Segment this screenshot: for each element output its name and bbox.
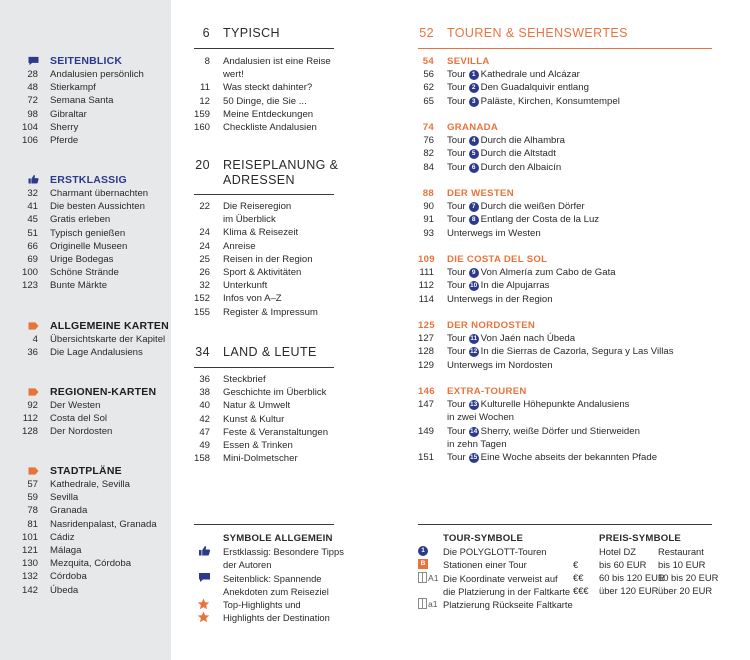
- legend-divider: [418, 524, 712, 525]
- sidebar-entry: [0, 557, 171, 570]
- page-number: 42: [199, 413, 210, 425]
- entry-title: Pferde: [50, 135, 79, 146]
- page-number: 128: [21, 426, 38, 438]
- entry-title: Typisch genießen: [50, 227, 126, 239]
- tour-label: Tour: [447, 346, 466, 358]
- entry-title: Gibraltar: [50, 108, 87, 120]
- entry-title: Mezquita, Córdoba: [50, 558, 132, 570]
- section-heading-reiseplanung: [194, 157, 339, 189]
- entry-title: [447, 134, 565, 147]
- sidebar-entry: [0, 570, 171, 583]
- page-number: 4: [32, 334, 38, 345]
- entry-title: Schöne Strände: [50, 267, 119, 279]
- tour-title: In die Alpujarras: [480, 280, 550, 292]
- tour-title: Durch die Altstadt: [480, 148, 556, 160]
- tour-number-badge-icon: 2: [469, 83, 479, 93]
- entry-title: [447, 147, 556, 160]
- legend-text: Die POLYGLOTT-Touren: [443, 546, 547, 557]
- page-number: 151: [418, 452, 435, 463]
- sidebar-entry: [0, 279, 171, 292]
- legend-divider: [194, 524, 334, 525]
- sidebar-entry: [0, 531, 171, 544]
- page-number: 125: [418, 320, 435, 331]
- entry-title: DIE COSTA DEL SOL: [447, 254, 548, 265]
- tour-number-badge-icon: 12: [470, 348, 478, 356]
- entry-title: Essen & Trinken: [223, 440, 293, 451]
- entry-title: 50 Dinge, die Sie ...: [223, 95, 307, 107]
- sidebar-entry: [0, 425, 171, 438]
- page-number: 91: [423, 214, 434, 226]
- price-rest: über 20 EUR: [658, 585, 713, 597]
- page-number: 24: [199, 227, 210, 239]
- entry-title: [447, 451, 657, 464]
- entry-title: Natur & Umwelt: [223, 400, 291, 412]
- price-column-hotel: Hotel DZ: [599, 546, 636, 557]
- page-number: 149: [418, 425, 435, 437]
- page-number: 127: [418, 333, 435, 345]
- sidebar-entry: [0, 68, 171, 81]
- page-number: 101: [21, 531, 38, 543]
- tour-title: Durch die weißen Dörfer: [480, 201, 585, 213]
- entry-title: Sevilla: [50, 492, 79, 504]
- page-number: 45: [27, 214, 38, 226]
- tag-arrow-icon: [27, 321, 40, 331]
- page-number: 142: [21, 584, 38, 596]
- entry-title: Úbeda: [50, 584, 79, 596]
- price-sym: €€: [573, 572, 584, 584]
- sidebar-heading-seitenblick: SEITENBLICK: [50, 55, 123, 67]
- entry-title: Steckbrief: [223, 374, 266, 385]
- page-number: 69: [27, 254, 38, 265]
- sidebar-entry: [0, 134, 171, 147]
- entry-title: Stierkampf: [50, 82, 96, 94]
- page-number: 32: [199, 280, 210, 292]
- sidebar-entry: [0, 227, 171, 240]
- sidebar-entry: [0, 518, 171, 531]
- page-number: 146: [418, 386, 435, 397]
- tour-label: Tour: [447, 425, 466, 437]
- section-page: 34: [195, 345, 210, 359]
- page-number: 81: [27, 518, 38, 530]
- entry-title: im Überblick: [223, 214, 276, 226]
- page-number: 130: [21, 558, 38, 570]
- page-number: 56: [423, 69, 434, 81]
- page-number: 123: [21, 280, 38, 292]
- page-number: 112: [22, 413, 38, 425]
- map-grid-icon: [418, 572, 427, 583]
- entry-title: Meine Entdeckungen: [223, 108, 314, 120]
- entry-title: Kunst & Kultur: [223, 413, 285, 425]
- price-sym: €€€: [573, 585, 589, 597]
- tour-number-badge-icon: 14: [470, 427, 478, 435]
- entry-title: Was steckt dahinter?: [223, 82, 313, 94]
- sidebar-entry: [0, 213, 171, 226]
- entry-title: [447, 279, 549, 292]
- section-page: 52: [419, 26, 434, 40]
- entry-title: [447, 95, 620, 108]
- thumbs-up-icon: [27, 174, 40, 184]
- speech-bubble-icon: [198, 572, 211, 583]
- page-number: 98: [27, 108, 38, 120]
- entry-title: DER WESTEN: [447, 188, 514, 199]
- entry-title: [447, 398, 629, 411]
- page-number: 159: [194, 108, 211, 120]
- tour-title: Von Jaén nach Úbeda: [480, 333, 576, 345]
- page-number: 112: [418, 280, 434, 292]
- map-grid-back-icon: [418, 598, 427, 609]
- page-number: 72: [27, 95, 38, 107]
- legend-text: Highlights der Destination: [223, 612, 330, 623]
- entry-title: Kathedrale, Sevilla: [50, 479, 130, 490]
- divider: [418, 48, 712, 49]
- entry-title: Der Nordosten: [50, 426, 113, 438]
- tour-label: Tour: [447, 82, 466, 94]
- legend-text: Erstklassig: Besondere Tipps: [223, 546, 344, 557]
- price-hotel: bis 60 EUR: [599, 559, 647, 570]
- tour-number-badge-icon: 11: [470, 335, 478, 343]
- page-number: 109: [418, 254, 435, 265]
- page-number: 11: [200, 82, 210, 94]
- page-number: 128: [418, 346, 435, 358]
- tour-number-badge-icon: 13: [470, 401, 478, 409]
- page-number: 132: [21, 571, 38, 583]
- entry-title: in zehn Tagen: [447, 438, 507, 450]
- page-number: 48: [27, 82, 38, 94]
- entry-title: [447, 345, 674, 358]
- grid-coordinate-label: A1: [428, 573, 439, 583]
- entry-title: DER NORDOSTEN: [447, 320, 536, 331]
- sidebar-heading-stadtplaene: STADTPLÄNE: [50, 465, 122, 477]
- tour-number-badge-icon: 6: [469, 163, 479, 173]
- entry-title: Málaga: [50, 545, 82, 556]
- tour-title: Durch die Alhambra: [480, 135, 565, 147]
- entry-title: Charmant übernachten: [50, 188, 149, 199]
- entry-title: in zwei Wochen: [447, 412, 515, 424]
- tour-label: Tour: [447, 95, 466, 107]
- page-number: 65: [423, 95, 434, 107]
- tour-label: Tour: [447, 148, 466, 160]
- legend-text: Platzierung Rückseite Faltkarte: [443, 599, 573, 610]
- sidebar-entry: [0, 108, 171, 121]
- entry-title: Originelle Museen: [50, 240, 128, 252]
- tag-arrow-icon: [27, 387, 40, 397]
- page-number: 92: [27, 400, 38, 411]
- tour-label: Tour: [447, 452, 466, 463]
- sidebar-entry: [0, 333, 171, 346]
- sidebar-entry: [0, 240, 171, 253]
- tour-label: Tour: [447, 267, 466, 279]
- sidebar-entry: [0, 200, 171, 213]
- section-title: LAND & LEUTE: [223, 345, 317, 359]
- divider: [194, 194, 334, 195]
- page-number: 8: [204, 56, 210, 67]
- sidebar-entry: [0, 544, 171, 557]
- page-number: 76: [423, 135, 434, 147]
- section-title: TOUREN & SEHENSWERTES: [447, 26, 628, 40]
- entry-title: Geschichte im Überblick: [223, 387, 327, 399]
- entry-title: Unterwegs in der Region: [447, 293, 553, 305]
- tour-title: Sherry, weiße Dörfer und Stierweiden: [480, 425, 640, 437]
- tag-arrow-icon: [27, 466, 40, 476]
- sidebar-entry: [0, 253, 171, 266]
- entry-title: Costa del Sol: [50, 413, 108, 425]
- entry-title: SEVILLA: [447, 56, 490, 67]
- entry-title: Der Westen: [50, 400, 101, 411]
- entry-title: Córdoba: [50, 571, 87, 583]
- tour-number-badge-icon: 10: [470, 282, 478, 290]
- entry-title: Die Lage Andalusiens: [50, 347, 143, 359]
- section-heading-touren: [418, 25, 712, 41]
- page-number: 90: [423, 201, 434, 213]
- legend-text: der Autoren: [223, 559, 272, 570]
- sidebar-entry: [0, 346, 171, 359]
- legend-text: Top-Highlights und: [223, 599, 301, 610]
- entry-title: Cádiz: [50, 531, 75, 543]
- tour-label: Tour: [447, 399, 466, 411]
- tour-label: Tour: [447, 280, 466, 292]
- entry-title: Sherry: [50, 121, 79, 133]
- entry-title: [447, 266, 616, 279]
- sidebar-heading-erstklassig: ERSTKLASSIG: [50, 174, 127, 186]
- tour-number-badge-icon: 7: [469, 202, 479, 212]
- section-heading-land: [194, 344, 334, 360]
- entry-title: Übersichtskarte der Kapitel: [50, 334, 166, 345]
- entry-title: [447, 68, 580, 81]
- entry-title: Infos von A–Z: [223, 293, 282, 305]
- page-number: 129: [418, 359, 435, 371]
- page-number: 82: [423, 148, 434, 160]
- page-number: 59: [27, 492, 38, 504]
- sidebar-heading-regionen-karten: REGIONEN-KARTEN: [50, 386, 157, 398]
- section-page: 20: [195, 158, 210, 172]
- page-number: 84: [423, 161, 434, 173]
- tour-number-badge-icon: 3: [469, 97, 479, 107]
- entry-title: [447, 161, 561, 174]
- grid-coordinate-label-small: a1: [428, 599, 438, 609]
- tour-label: Tour: [447, 214, 466, 226]
- tour-title: Durch den Albaicín: [480, 161, 562, 173]
- tour-number-badge-icon: 8: [469, 215, 479, 225]
- page-number: 147: [418, 399, 435, 411]
- page-number: 111: [419, 267, 434, 279]
- section-title-line2: ADRESSEN: [223, 173, 295, 187]
- entry-title: Klima & Reisezeit: [223, 227, 299, 239]
- legend-text: Seitenblick: Spannende: [223, 573, 322, 584]
- page-number: 41: [27, 201, 38, 213]
- entry-title: Reisen in der Region: [223, 253, 313, 265]
- page-number: 51: [27, 227, 38, 239]
- entry-title: Granada: [50, 505, 88, 517]
- entry-title: Semana Santa: [50, 95, 114, 107]
- sidebar-entry: [0, 81, 171, 94]
- page-number: 74: [422, 122, 434, 133]
- entry-title: Die besten Aussichten: [50, 201, 145, 213]
- entry-title: [447, 425, 640, 438]
- page-number: 106: [21, 135, 38, 146]
- section-title: TYPISCH: [223, 26, 280, 40]
- section-heading-typisch: [194, 25, 334, 41]
- page-number: 25: [199, 253, 210, 265]
- sidebar-entry: [0, 491, 171, 504]
- tour-number-badge-icon: 5: [469, 149, 479, 159]
- speech-bubble-icon: [27, 56, 40, 66]
- entry-title: Urige Bodegas: [50, 254, 114, 265]
- divider: [194, 367, 334, 368]
- entry-title: [447, 81, 589, 94]
- star-highlight-icon: [197, 598, 210, 610]
- tour-label: Tour: [447, 161, 466, 173]
- page-number: 38: [199, 387, 210, 399]
- page-number: 160: [194, 122, 211, 133]
- entry-title: Sport & Aktivitäten: [223, 267, 302, 278]
- page-number: 100: [21, 267, 38, 279]
- page-number: 36: [199, 374, 210, 385]
- sidebar-entry: [0, 121, 171, 134]
- entry-title: Andalusien persönlich: [50, 69, 144, 80]
- legend-heading-symbole: SYMBOLE ALLGEMEIN: [223, 533, 333, 544]
- sidebar-entry: [0, 478, 171, 491]
- price-hotel: über 120 EUR: [599, 585, 659, 597]
- legend-heading-preis-symbole: PREIS-SYMBOLE: [599, 533, 682, 544]
- page-number: 28: [27, 69, 38, 80]
- tour-number-badge-icon: 1: [469, 70, 479, 80]
- tour-label: Tour: [447, 333, 466, 345]
- page-number: 78: [27, 505, 38, 517]
- price-rest: bis 10 EUR: [658, 559, 706, 570]
- sidebar-entry: [0, 187, 171, 200]
- entry-title: Checkliste Andalusien: [223, 122, 317, 133]
- divider: [194, 48, 334, 49]
- sidebar: [0, 0, 171, 660]
- page-number: 114: [418, 293, 434, 305]
- page-number: 54: [422, 56, 434, 67]
- entry-title: Register & Impressum: [223, 306, 318, 318]
- page-number: 66: [27, 240, 38, 252]
- legend-text: Stationen einer Tour: [443, 559, 527, 570]
- tour-label: Tour: [447, 69, 466, 81]
- page-number: 104: [21, 121, 38, 133]
- legend-text: Die Koordinate verweist auf: [443, 573, 558, 584]
- page-number: 93: [423, 227, 434, 239]
- tour-title: Von Almería zum Cabo de Gata: [480, 267, 616, 279]
- entry-title: Die Reiseregion: [223, 201, 292, 212]
- page-number: 24: [199, 240, 210, 252]
- entry-title: Nasridenpalast, Granada: [50, 518, 157, 530]
- tour-label: Tour: [447, 201, 466, 213]
- sidebar-entry: [0, 399, 171, 412]
- tour-title: Entlang der Costa de la Luz: [480, 214, 600, 226]
- tour-number-badge-icon: 9: [469, 268, 479, 278]
- tour-title: In die Sierras de Cazorla, Segura y Las Villas: [480, 346, 674, 358]
- entry-title: Feste & Veranstaltungen: [223, 426, 329, 438]
- tour-title: Paläste, Kirchen, Konsumtempel: [480, 95, 620, 107]
- tour-number-badge-icon: 15: [470, 454, 478, 461]
- page-number: 40: [199, 400, 210, 412]
- entry-title: [447, 213, 599, 226]
- sidebar-heading-allgemeine-karten: ALLGEMEINE KARTEN: [50, 320, 169, 332]
- entry-title: Andalusien ist eine Reise: [223, 56, 331, 67]
- entry-title: GRANADA: [447, 122, 499, 133]
- tour-number-badge-icon: 1: [418, 546, 428, 556]
- tour-station-badge-icon: B: [418, 559, 428, 569]
- legend-heading-tour-symbole: TOUR-SYMBOLE: [443, 533, 524, 544]
- page-number: 121: [21, 545, 38, 556]
- sidebar-entry: [0, 584, 171, 597]
- price-sym: €: [573, 559, 579, 570]
- page-number: 155: [194, 306, 211, 318]
- sidebar-entry: [0, 412, 171, 425]
- page-number: 12: [199, 95, 210, 107]
- page-number: 47: [199, 426, 210, 438]
- page-number: 62: [423, 82, 434, 94]
- price-rest: 10 bis 20 EUR: [658, 572, 719, 584]
- legend-text: Anekdoten zum Reiseziel: [223, 586, 329, 597]
- page-number: 158: [194, 453, 211, 465]
- sidebar-entry: [0, 266, 171, 279]
- sidebar-entry: [0, 94, 171, 107]
- tour-title: Kulturelle Höhepunkte Andalusiens: [480, 399, 630, 411]
- section-title-line1: REISEPLANUNG &: [223, 158, 339, 172]
- price-column-restaurant: Restaurant: [658, 546, 704, 557]
- page-number: 36: [27, 347, 38, 359]
- page-number: 57: [27, 479, 38, 490]
- page-number: 49: [199, 440, 210, 451]
- entry-title: Unterkunft: [223, 280, 268, 292]
- entry-title: Unterwegs im Nordosten: [447, 359, 553, 371]
- page-number: 32: [27, 188, 38, 199]
- entry-title: [447, 332, 575, 345]
- entry-title: Unterwegs im Westen: [447, 227, 541, 239]
- tour-title: Eine Woche abseits der bekannten Pfade: [480, 452, 658, 463]
- tour-label: Tour: [447, 135, 466, 147]
- tour-number-badge-icon: 4: [469, 136, 479, 146]
- sidebar-entry: [0, 504, 171, 517]
- star-icon: [197, 611, 210, 623]
- entry-title: Gratis erleben: [50, 214, 111, 226]
- page-number: 22: [199, 201, 210, 212]
- entry-title: [447, 200, 585, 213]
- entry-title: wert!: [223, 69, 244, 81]
- legend-text: die Platzierung in der Faltkarte: [443, 586, 571, 597]
- entry-title: Mini-Dolmetscher: [223, 453, 298, 465]
- entry-title: Anreise: [223, 240, 256, 252]
- tour-title: Den Guadalquivir entlang: [480, 82, 589, 94]
- entry-title: EXTRA-TOUREN: [447, 386, 527, 397]
- section-page: 6: [202, 26, 210, 40]
- price-hotel: 60 bis 120 EUR: [599, 572, 665, 584]
- tour-title: Kathedrale und Alcázar: [480, 69, 580, 81]
- entry-title: Bunte Märkte: [50, 280, 108, 292]
- page-number: 152: [194, 293, 211, 305]
- thumbs-up-icon: [198, 545, 211, 556]
- page-number: 88: [422, 188, 434, 199]
- page-number: 26: [199, 267, 210, 278]
